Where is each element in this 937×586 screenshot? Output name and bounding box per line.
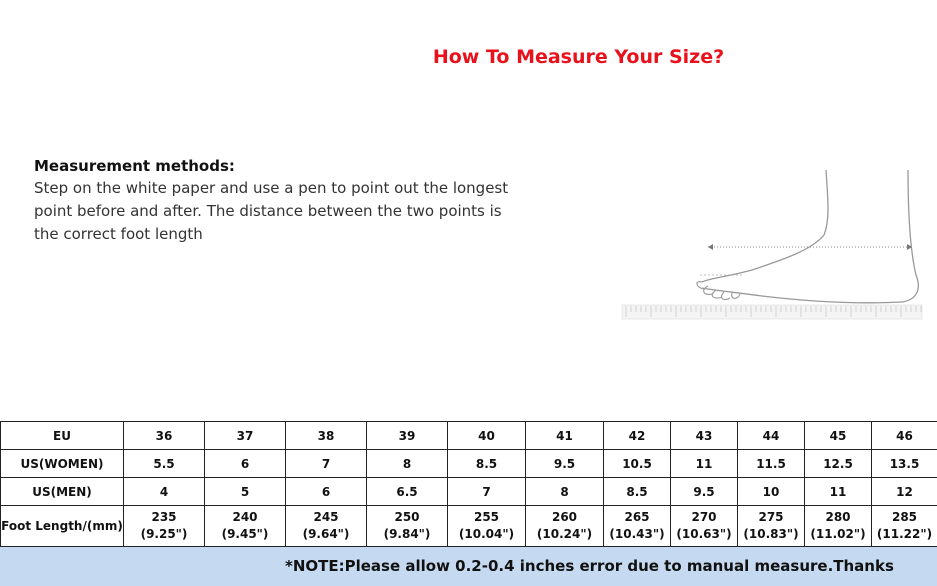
foot-length-inches: (10.63") <box>676 527 732 541</box>
size-cell: 40 <box>448 422 526 450</box>
methods-heading: Measurement methods: <box>34 157 235 175</box>
foot-length-mm: 265 <box>624 510 650 524</box>
foot-length-inches: (9.45") <box>221 527 269 541</box>
size-cell: 9.5 <box>671 478 738 506</box>
row-label: Foot Length/(mm) <box>1 506 124 547</box>
size-cell: 38 <box>286 422 367 450</box>
size-cell: 8.5 <box>448 450 526 478</box>
note-bar <box>0 547 937 586</box>
foot-length-cell <box>671 506 738 547</box>
size-cell: 12 <box>872 478 937 506</box>
page-title: How To Measure Your Size? <box>432 46 725 68</box>
size-cell: 7 <box>286 450 367 478</box>
size-cell: 5 <box>205 478 286 506</box>
foot-length-inches: (10.24") <box>536 527 593 541</box>
foot-length-cell <box>872 506 937 547</box>
size-cell: 41 <box>526 422 604 450</box>
foot-length-mm: 280 <box>825 510 851 524</box>
size-chart-table <box>0 421 937 547</box>
row-label: EU <box>1 422 124 450</box>
row-label: US(WOMEN) <box>1 450 124 478</box>
foot-length-inches: (10.04") <box>458 527 515 541</box>
foot-length-cell <box>738 506 805 547</box>
foot-length-mm: 240 <box>232 510 258 524</box>
size-cell: 8.5 <box>604 478 671 506</box>
size-cell: 37 <box>205 422 286 450</box>
foot-length-cell <box>805 506 872 547</box>
size-cell: 39 <box>367 422 448 450</box>
size-cell: 10 <box>738 478 805 506</box>
size-cell: 12.5 <box>805 450 872 478</box>
size-cell: 4 <box>124 478 205 506</box>
size-row-us-women <box>1 450 937 478</box>
size-row-eu <box>1 422 937 450</box>
foot-length-inches: (11.22") <box>876 527 933 541</box>
foot-length-inches: (10.83") <box>743 527 799 541</box>
foot-length-cell <box>604 506 671 547</box>
size-cell: 6 <box>205 450 286 478</box>
size-cell: 43 <box>671 422 738 450</box>
size-row-us-men <box>1 478 937 506</box>
size-cell: 7 <box>448 478 526 506</box>
methods-line: Step on the white paper and use a pen to point out the longest <box>34 179 509 197</box>
size-cell: 5.5 <box>124 450 205 478</box>
foot-length-cell <box>367 506 448 547</box>
foot-length-cell <box>448 506 526 547</box>
size-cell: 11 <box>805 478 872 506</box>
foot-length-cell <box>124 506 205 547</box>
methods-line: the correct foot length <box>34 225 203 243</box>
foot-measuring-illustration <box>612 150 937 340</box>
size-cell: 6.5 <box>367 478 448 506</box>
size-cell: 45 <box>805 422 872 450</box>
size-cell: 13.5 <box>872 450 937 478</box>
size-row-foot-length <box>1 506 937 547</box>
size-cell: 8 <box>526 478 604 506</box>
methods-body <box>34 177 534 246</box>
foot-length-cell <box>526 506 604 547</box>
foot-length-mm: 270 <box>691 510 717 524</box>
methods-line: point before and after. The distance between the two points is <box>34 202 502 220</box>
foot-length-mm: 245 <box>313 510 339 524</box>
size-cell: 8 <box>367 450 448 478</box>
size-cell: 6 <box>286 478 367 506</box>
size-cell: 11 <box>671 450 738 478</box>
size-cell: 46 <box>872 422 937 450</box>
foot-length-mm: 275 <box>758 510 784 524</box>
size-cell: 44 <box>738 422 805 450</box>
row-label: US(MEN) <box>1 478 124 506</box>
size-cell: 9.5 <box>526 450 604 478</box>
foot-length-inches: (11.02") <box>810 527 866 541</box>
foot-length-mm: 285 <box>891 510 918 524</box>
size-cell: 11.5 <box>738 450 805 478</box>
foot-length-inches: (9.84") <box>383 527 431 541</box>
foot-length-mm: 250 <box>394 510 420 524</box>
size-cell: 10.5 <box>604 450 671 478</box>
foot-length-mm: 260 <box>551 510 578 524</box>
foot-length-inches: (9.25") <box>140 527 188 541</box>
measurement-methods <box>34 157 534 246</box>
size-cell: 42 <box>604 422 671 450</box>
foot-length-inches: (9.64") <box>302 527 350 541</box>
foot-length-inches: (10.43") <box>609 527 665 541</box>
size-cell: 36 <box>124 422 205 450</box>
note-text: *NOTE:Please allow 0.2-0.4 inches error due to manual measure.Thanks <box>285 557 894 575</box>
foot-length-cell <box>286 506 367 547</box>
foot-length-mm: 235 <box>151 510 177 524</box>
foot-length-mm: 255 <box>473 510 500 524</box>
foot-length-cell <box>205 506 286 547</box>
